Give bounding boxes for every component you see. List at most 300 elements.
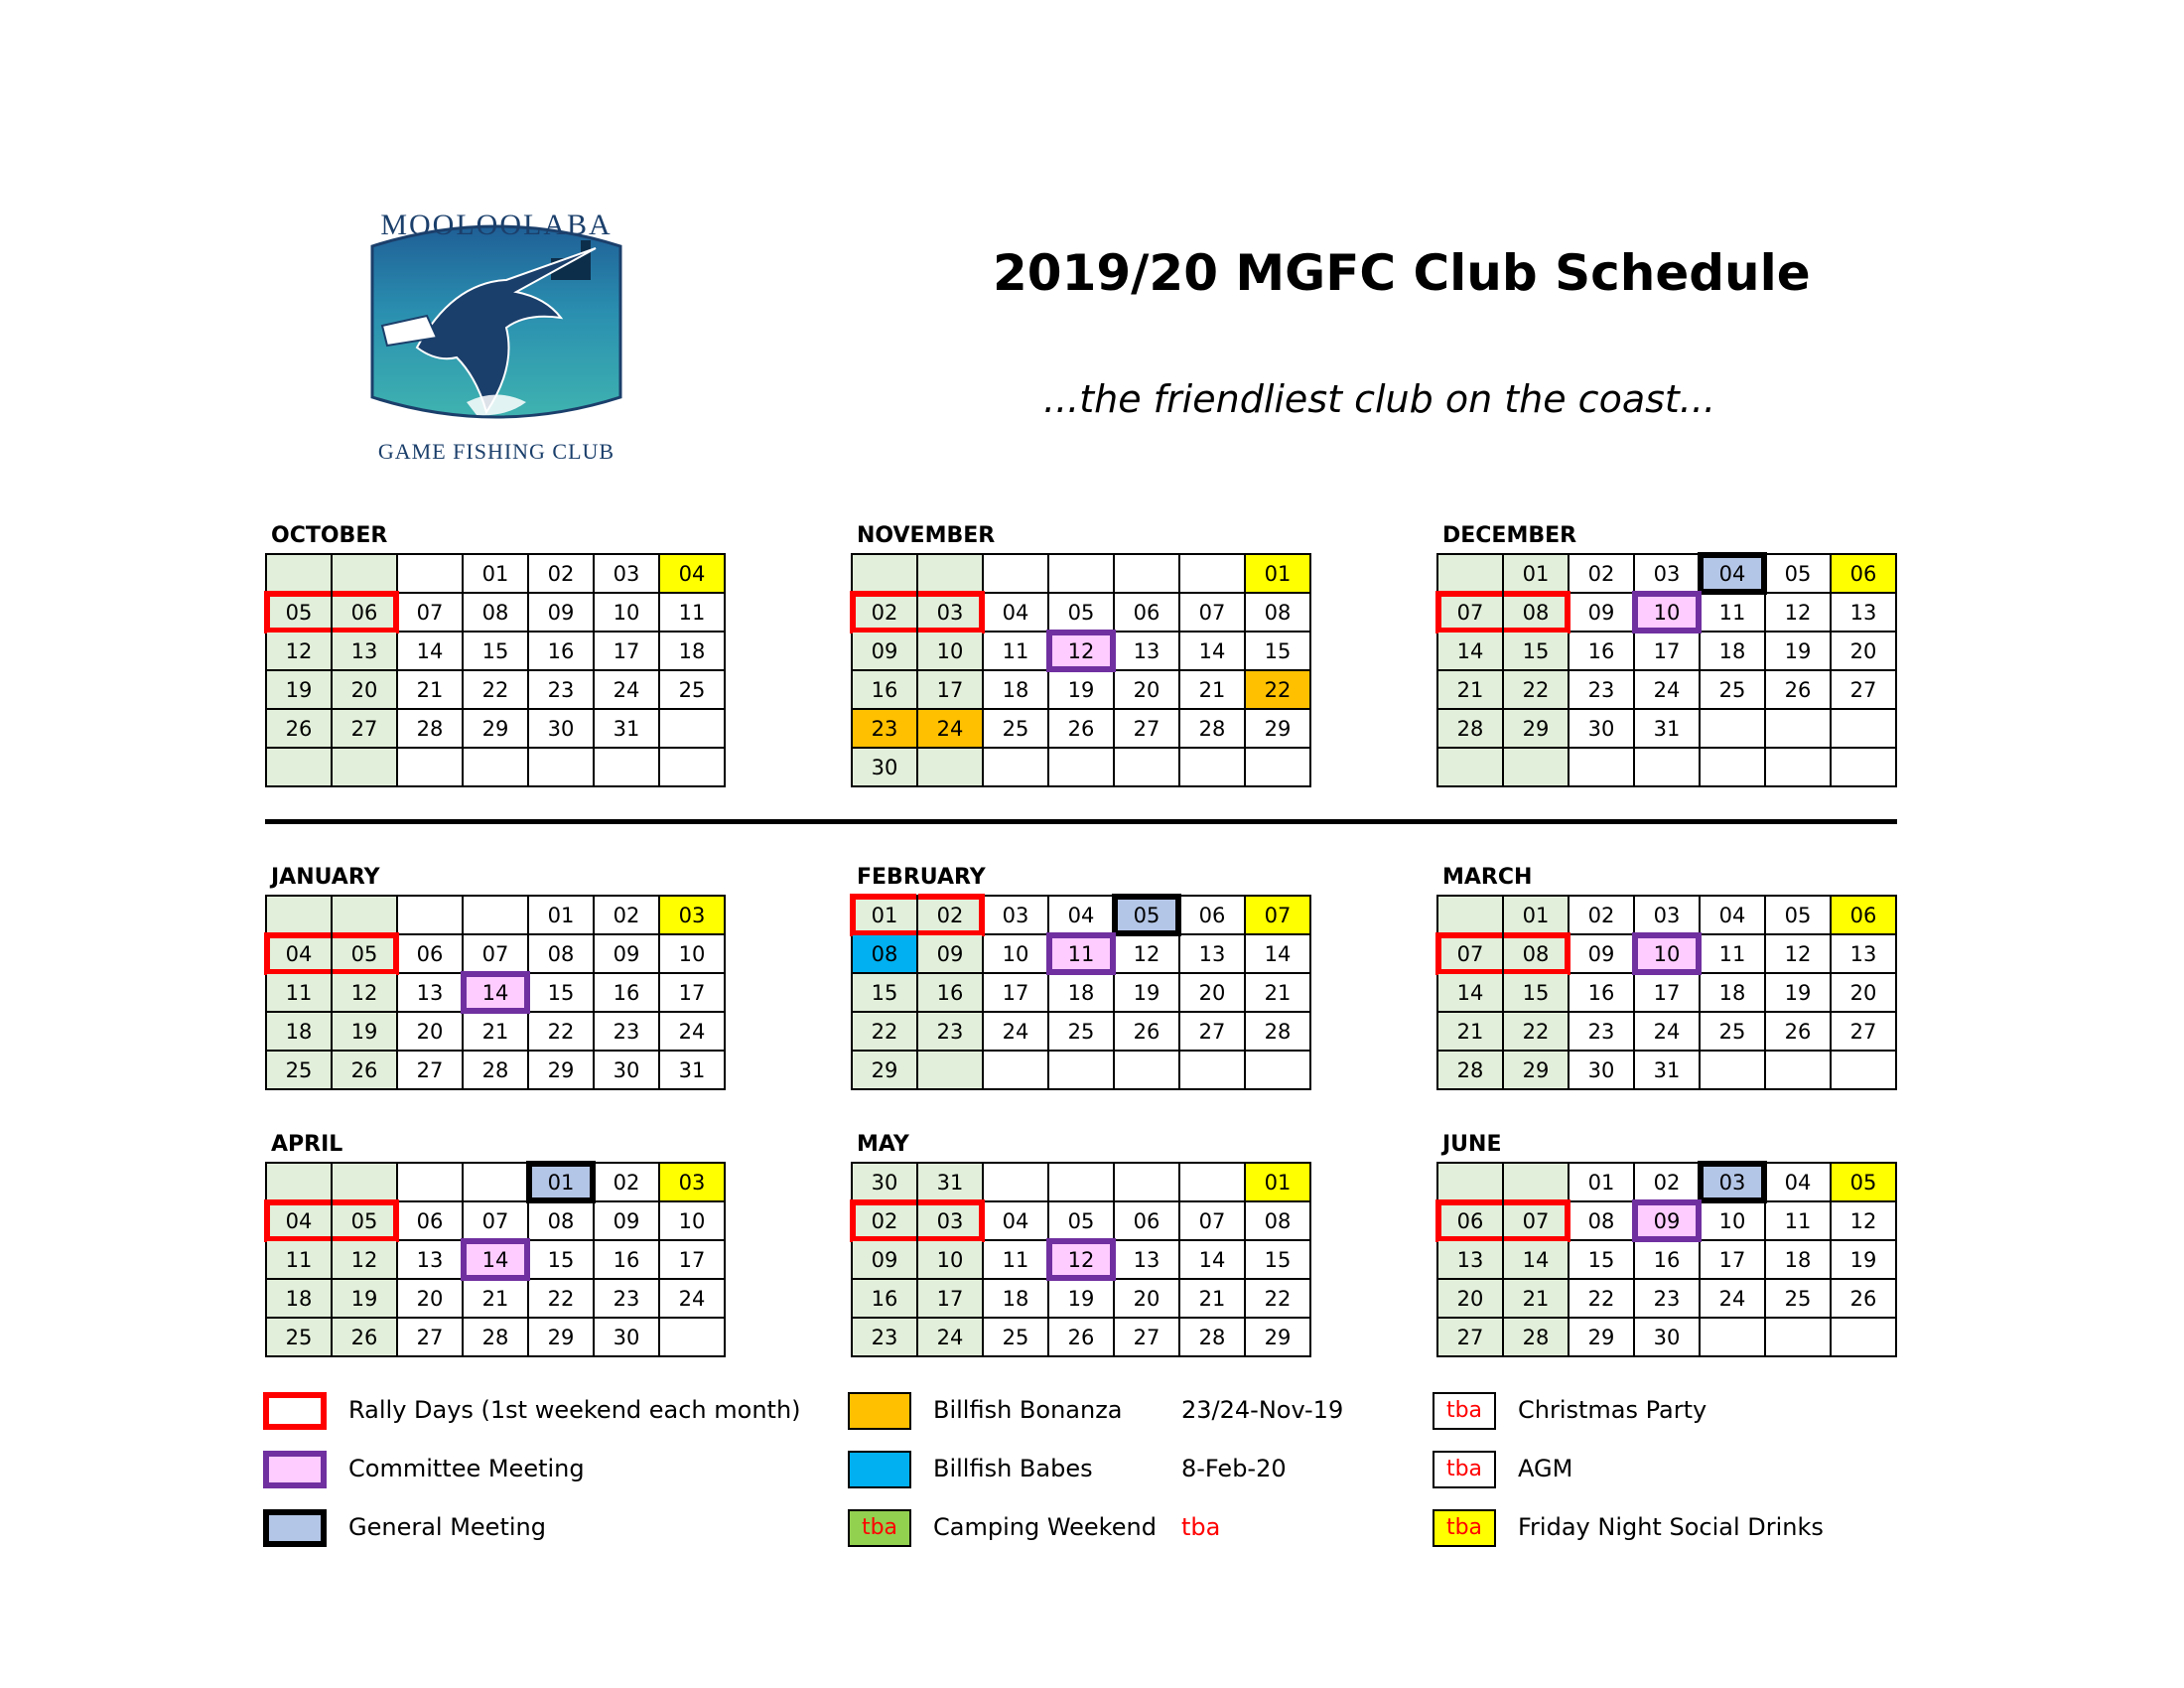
day-cell: 01: [528, 1163, 594, 1201]
week-row: [852, 1051, 1310, 1089]
day-cell: 23: [852, 709, 917, 748]
day-cell: 24: [659, 1012, 725, 1051]
day-cell: 22: [1245, 1279, 1310, 1318]
week-row: [266, 1279, 725, 1318]
day-cell: 16: [528, 632, 594, 670]
empty-cell: [1437, 554, 1503, 593]
week-row: [1437, 593, 1896, 632]
week-row: [852, 632, 1310, 670]
day-cell: 18: [1765, 1240, 1831, 1279]
day-cell: 25: [266, 1051, 332, 1089]
day-cell: 20: [1179, 973, 1245, 1012]
day-cell: 02: [1634, 1163, 1700, 1201]
empty-cell: [266, 554, 332, 593]
day-cell: 21: [463, 1012, 528, 1051]
day-cell: 10: [594, 593, 659, 632]
week-row: [852, 1012, 1310, 1051]
committee-swatch: [263, 1451, 327, 1488]
week-row: [266, 709, 725, 748]
day-cell: 28: [1437, 709, 1503, 748]
day-cell: 10: [1634, 934, 1700, 973]
day-cell: 12: [1048, 632, 1114, 670]
week-row: [852, 1318, 1310, 1356]
day-cell: 11: [659, 593, 725, 632]
day-cell: 05: [1765, 554, 1831, 593]
day-cell: 14: [1179, 1240, 1245, 1279]
day-cell: 30: [1569, 1051, 1634, 1089]
day-cell: 14: [463, 1240, 528, 1279]
day-cell: 13: [1831, 934, 1896, 973]
day-cell: 15: [1503, 632, 1569, 670]
day-cell: 15: [528, 1240, 594, 1279]
month-table: [851, 895, 1311, 1090]
day-cell: 16: [852, 670, 917, 709]
empty-cell: [1114, 748, 1179, 786]
day-cell: 27: [1114, 1318, 1179, 1356]
legend-bonanza-date: 23/24-Nov-19: [1181, 1396, 1344, 1424]
empty-cell: [528, 748, 594, 786]
day-cell: 14: [1245, 934, 1310, 973]
day-cell: 06: [332, 593, 397, 632]
day-cell: 21: [1245, 973, 1310, 1012]
week-row: [852, 1279, 1310, 1318]
day-cell: 14: [1179, 632, 1245, 670]
day-cell: 19: [1048, 1279, 1114, 1318]
day-cell: 12: [332, 1240, 397, 1279]
day-cell: 22: [528, 1279, 594, 1318]
month-october: [265, 519, 729, 787]
day-cell: 26: [1765, 670, 1831, 709]
day-cell: 08: [1569, 1201, 1634, 1240]
empty-cell: [1114, 554, 1179, 593]
day-cell: 06: [1831, 554, 1896, 593]
empty-cell: [1700, 1051, 1765, 1089]
week-row: [852, 593, 1310, 632]
month-november: [851, 519, 1314, 787]
day-cell: 12: [266, 632, 332, 670]
day-cell: 19: [1831, 1240, 1896, 1279]
day-cell: 16: [1634, 1240, 1700, 1279]
empty-cell: [1765, 1318, 1831, 1356]
empty-cell: [332, 1163, 397, 1201]
day-cell: 01: [852, 896, 917, 934]
day-cell: 11: [266, 1240, 332, 1279]
day-cell: 01: [1569, 1163, 1634, 1201]
empty-cell: [1114, 1163, 1179, 1201]
empty-cell: [1765, 709, 1831, 748]
day-cell: 01: [1503, 554, 1569, 593]
day-cell: 24: [917, 1318, 983, 1356]
day-cell: 30: [528, 709, 594, 748]
day-cell: 23: [1634, 1279, 1700, 1318]
day-cell: 01: [463, 554, 528, 593]
rally-swatch: [263, 1392, 327, 1430]
day-cell: 23: [1569, 670, 1634, 709]
day-cell: 26: [1114, 1012, 1179, 1051]
day-cell: 06: [1114, 593, 1179, 632]
empty-cell: [397, 896, 463, 934]
month-name: JANUARY: [271, 865, 380, 890]
day-cell: 09: [1569, 593, 1634, 632]
week-row: [266, 1012, 725, 1051]
week-row: [266, 896, 725, 934]
empty-cell: [983, 554, 1048, 593]
day-cell: 22: [1569, 1279, 1634, 1318]
legend-friday-label: Friday Night Social Drinks: [1518, 1513, 1824, 1541]
empty-cell: [1634, 748, 1700, 786]
day-cell: 09: [528, 593, 594, 632]
week-row: [1437, 1201, 1896, 1240]
week-row: [1437, 554, 1896, 593]
day-cell: 15: [528, 973, 594, 1012]
day-cell: 24: [659, 1279, 725, 1318]
day-cell: 18: [266, 1012, 332, 1051]
week-row: [852, 1201, 1310, 1240]
day-cell: 30: [594, 1051, 659, 1089]
day-cell: 17: [659, 973, 725, 1012]
day-cell: 14: [1437, 973, 1503, 1012]
day-cell: 17: [1700, 1240, 1765, 1279]
day-cell: 08: [1503, 934, 1569, 973]
day-cell: 16: [852, 1279, 917, 1318]
day-cell: 10: [917, 1240, 983, 1279]
week-row: [852, 896, 1310, 934]
day-cell: 10: [917, 632, 983, 670]
day-cell: 04: [1765, 1163, 1831, 1201]
day-cell: 05: [1831, 1163, 1896, 1201]
general-swatch: [263, 1509, 327, 1547]
day-cell: 23: [594, 1279, 659, 1318]
day-cell: 10: [659, 934, 725, 973]
month-name: NOVEMBER: [857, 523, 996, 548]
empty-cell: [659, 748, 725, 786]
day-cell: 05: [1048, 1201, 1114, 1240]
week-row: [266, 554, 725, 593]
day-cell: 04: [983, 1201, 1048, 1240]
day-cell: 05: [1765, 896, 1831, 934]
page-subtitle: ...the friendliest club on the coast...: [1043, 377, 1716, 421]
day-cell: 15: [1503, 973, 1569, 1012]
empty-cell: [1765, 1051, 1831, 1089]
empty-cell: [1437, 1163, 1503, 1201]
day-cell: 05: [1114, 896, 1179, 934]
month-june: [1436, 1128, 1900, 1357]
week-row: [852, 1240, 1310, 1279]
day-cell: 20: [397, 1012, 463, 1051]
day-cell: 09: [917, 934, 983, 973]
day-cell: 20: [1831, 973, 1896, 1012]
day-cell: 11: [1765, 1201, 1831, 1240]
day-cell: 12: [332, 973, 397, 1012]
day-cell: 15: [1245, 1240, 1310, 1279]
week-row: [1437, 934, 1896, 973]
day-cell: 03: [1700, 1163, 1765, 1201]
christmas-swatch: tba: [1433, 1392, 1496, 1430]
day-cell: 23: [1569, 1012, 1634, 1051]
week-row: [266, 973, 725, 1012]
empty-cell: [1048, 1051, 1114, 1089]
day-cell: 17: [1634, 632, 1700, 670]
legend-babes-date: 8-Feb-20: [1181, 1455, 1287, 1482]
day-cell: 21: [1437, 1012, 1503, 1051]
day-cell: 29: [528, 1318, 594, 1356]
week-row: [1437, 1279, 1896, 1318]
empty-cell: [1179, 748, 1245, 786]
day-cell: 29: [1569, 1318, 1634, 1356]
day-cell: 11: [983, 1240, 1048, 1279]
day-cell: 30: [594, 1318, 659, 1356]
day-cell: 14: [1437, 632, 1503, 670]
empty-cell: [917, 554, 983, 593]
month-april: [265, 1128, 729, 1357]
empty-cell: [266, 1163, 332, 1201]
day-cell: 27: [332, 709, 397, 748]
day-cell: 24: [983, 1012, 1048, 1051]
day-cell: 19: [1048, 670, 1114, 709]
week-row: [1437, 709, 1896, 748]
day-cell: 19: [332, 1012, 397, 1051]
day-cell: 07: [1179, 1201, 1245, 1240]
empty-cell: [1503, 748, 1569, 786]
month-march: [1436, 861, 1900, 1090]
day-cell: 16: [594, 973, 659, 1012]
week-row: [852, 554, 1310, 593]
day-cell: 16: [1569, 632, 1634, 670]
month-name: FEBRUARY: [857, 865, 986, 890]
day-cell: 08: [1245, 593, 1310, 632]
day-cell: 09: [594, 934, 659, 973]
legend-agm-label: AGM: [1518, 1455, 1573, 1482]
day-cell: 15: [852, 973, 917, 1012]
day-cell: 09: [852, 632, 917, 670]
empty-cell: [266, 748, 332, 786]
day-cell: 09: [594, 1201, 659, 1240]
empty-cell: [1179, 554, 1245, 593]
day-cell: 07: [1179, 593, 1245, 632]
day-cell: 28: [1245, 1012, 1310, 1051]
day-cell: 07: [1245, 896, 1310, 934]
day-cell: 12: [1765, 934, 1831, 973]
day-cell: 03: [659, 1163, 725, 1201]
babes-swatch: [848, 1451, 911, 1488]
day-cell: 02: [852, 593, 917, 632]
day-cell: 08: [528, 934, 594, 973]
day-cell: 02: [594, 896, 659, 934]
day-cell: 13: [397, 1240, 463, 1279]
day-cell: 06: [1179, 896, 1245, 934]
day-cell: 05: [266, 593, 332, 632]
day-cell: 30: [1634, 1318, 1700, 1356]
week-row: [266, 593, 725, 632]
day-cell: 12: [1114, 934, 1179, 973]
week-row: [1437, 896, 1896, 934]
day-cell: 03: [983, 896, 1048, 934]
day-cell: 06: [397, 1201, 463, 1240]
day-cell: 02: [852, 1201, 917, 1240]
week-row: [266, 670, 725, 709]
day-cell: 04: [266, 1201, 332, 1240]
day-cell: 22: [1503, 1012, 1569, 1051]
day-cell: 22: [852, 1012, 917, 1051]
day-cell: 01: [1245, 1163, 1310, 1201]
empty-cell: [1245, 1051, 1310, 1089]
day-cell: 13: [332, 632, 397, 670]
day-cell: 13: [1114, 1240, 1179, 1279]
day-cell: 07: [1437, 934, 1503, 973]
day-cell: 16: [917, 973, 983, 1012]
friday-swatch: tba: [1433, 1509, 1496, 1547]
empty-cell: [397, 1163, 463, 1201]
day-cell: 30: [852, 748, 917, 786]
day-cell: 27: [1831, 670, 1896, 709]
logo-bottom-text: GAME FISHING CLUB: [377, 439, 615, 464]
month-february: [851, 861, 1314, 1090]
day-cell: 08: [463, 593, 528, 632]
day-cell: 02: [594, 1163, 659, 1201]
month-december: [1436, 519, 1900, 787]
day-cell: 18: [1700, 632, 1765, 670]
empty-cell: [1765, 748, 1831, 786]
month-table: [851, 553, 1311, 787]
day-cell: 21: [397, 670, 463, 709]
day-cell: 15: [1245, 632, 1310, 670]
day-cell: 10: [659, 1201, 725, 1240]
day-cell: 02: [1569, 896, 1634, 934]
week-row: [266, 1201, 725, 1240]
empty-cell: [1048, 554, 1114, 593]
day-cell: 17: [983, 973, 1048, 1012]
empty-cell: [1179, 1051, 1245, 1089]
day-cell: 28: [463, 1051, 528, 1089]
day-cell: 14: [397, 632, 463, 670]
day-cell: 06: [1437, 1201, 1503, 1240]
month-january: [265, 861, 729, 1090]
legend-christmas-label: Christmas Party: [1518, 1396, 1707, 1424]
day-cell: 18: [659, 632, 725, 670]
day-cell: 09: [1634, 1201, 1700, 1240]
day-cell: 01: [528, 896, 594, 934]
day-cell: 30: [1569, 709, 1634, 748]
day-cell: 20: [1114, 1279, 1179, 1318]
day-cell: 20: [397, 1279, 463, 1318]
empty-cell: [983, 1163, 1048, 1201]
empty-cell: [332, 748, 397, 786]
empty-cell: [1048, 748, 1114, 786]
day-cell: 27: [1831, 1012, 1896, 1051]
empty-cell: [1179, 1163, 1245, 1201]
day-cell: 16: [594, 1240, 659, 1279]
day-cell: 02: [528, 554, 594, 593]
day-cell: 20: [1114, 670, 1179, 709]
day-cell: 05: [1048, 593, 1114, 632]
month-table: [1436, 895, 1897, 1090]
week-row: [852, 748, 1310, 786]
agm-swatch: tba: [1433, 1451, 1496, 1488]
camping-swatch: tba: [848, 1509, 911, 1547]
day-cell: 04: [659, 554, 725, 593]
empty-cell: [852, 554, 917, 593]
empty-cell: [659, 709, 725, 748]
day-cell: 08: [1245, 1201, 1310, 1240]
week-row: [852, 709, 1310, 748]
day-cell: 24: [594, 670, 659, 709]
day-cell: 03: [1634, 554, 1700, 593]
day-cell: 06: [1114, 1201, 1179, 1240]
day-cell: 28: [1179, 1318, 1245, 1356]
day-cell: 13: [1437, 1240, 1503, 1279]
month-table: [265, 895, 726, 1090]
day-cell: 04: [1700, 554, 1765, 593]
empty-cell: [1503, 1163, 1569, 1201]
week-row: [852, 934, 1310, 973]
day-cell: 31: [1634, 1051, 1700, 1089]
month-table: [265, 1162, 726, 1357]
empty-cell: [917, 748, 983, 786]
day-cell: 24: [1634, 1012, 1700, 1051]
day-cell: 23: [528, 670, 594, 709]
day-cell: 07: [1503, 1201, 1569, 1240]
week-row: [1437, 748, 1896, 786]
empty-cell: [397, 554, 463, 593]
day-cell: 04: [266, 934, 332, 973]
day-cell: 14: [463, 973, 528, 1012]
legend-committee-label: Committee Meeting: [348, 1455, 585, 1482]
day-cell: 25: [659, 670, 725, 709]
week-row: [266, 934, 725, 973]
day-cell: 26: [266, 709, 332, 748]
empty-cell: [463, 896, 528, 934]
day-cell: 31: [917, 1163, 983, 1201]
month-table: [851, 1162, 1311, 1357]
empty-cell: [1700, 709, 1765, 748]
empty-cell: [1700, 748, 1765, 786]
empty-cell: [1437, 748, 1503, 786]
day-cell: 09: [852, 1240, 917, 1279]
day-cell: 08: [528, 1201, 594, 1240]
day-cell: 11: [266, 973, 332, 1012]
day-cell: 03: [1634, 896, 1700, 934]
day-cell: 29: [852, 1051, 917, 1089]
day-cell: 17: [917, 670, 983, 709]
day-cell: 27: [1179, 1012, 1245, 1051]
day-cell: 26: [1831, 1279, 1896, 1318]
day-cell: 07: [1437, 593, 1503, 632]
legend-bonanza-label: Billfish Bonanza: [933, 1396, 1123, 1424]
day-cell: 31: [659, 1051, 725, 1089]
day-cell: 18: [983, 670, 1048, 709]
day-cell: 28: [1179, 709, 1245, 748]
day-cell: 03: [659, 896, 725, 934]
bonanza-swatch: [848, 1392, 911, 1430]
day-cell: 26: [332, 1318, 397, 1356]
day-cell: 04: [1700, 896, 1765, 934]
month-table: [265, 553, 726, 787]
day-cell: 10: [1700, 1201, 1765, 1240]
day-cell: 17: [917, 1279, 983, 1318]
day-cell: 12: [1831, 1201, 1896, 1240]
day-cell: 25: [1700, 670, 1765, 709]
empty-cell: [1048, 1163, 1114, 1201]
week-row: [1437, 1318, 1896, 1356]
empty-cell: [332, 554, 397, 593]
day-cell: 21: [1503, 1279, 1569, 1318]
day-cell: 13: [1114, 632, 1179, 670]
day-cell: 26: [1048, 709, 1114, 748]
day-cell: 29: [528, 1051, 594, 1089]
day-cell: 25: [1765, 1279, 1831, 1318]
month-may: [851, 1128, 1314, 1357]
day-cell: 11: [983, 632, 1048, 670]
